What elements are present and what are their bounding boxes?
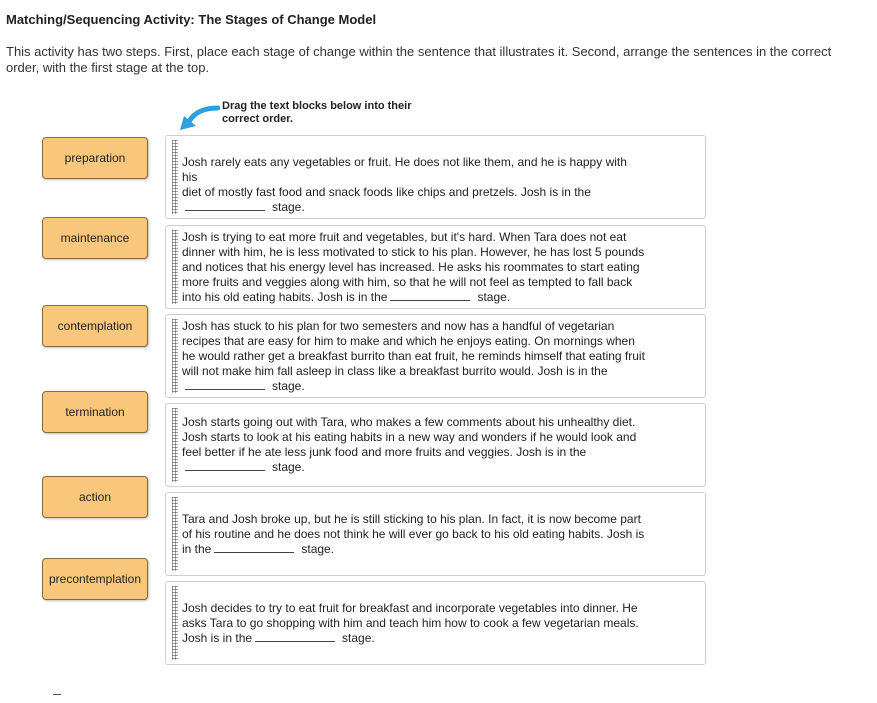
chip-precontemplation[interactable]: precontemplation bbox=[42, 558, 148, 600]
card-text bbox=[182, 601, 645, 646]
card-line: dinner with him, he is less motivated to stick to his plan. However, he has lost 5 pounds bbox=[182, 245, 645, 259]
card-text bbox=[182, 415, 645, 475]
card-line: Josh starts to look at his eating habits in a new way and wonders if he would look and bbox=[182, 430, 637, 444]
drop-blank[interactable] bbox=[185, 201, 265, 211]
chip-action[interactable]: action bbox=[42, 476, 148, 518]
card-line: more fruits and veggies along with him, so that he will not feel as tempted to fall back bbox=[182, 275, 633, 289]
sentence-card-4[interactable] bbox=[165, 403, 706, 487]
page-title: Matching/Sequencing Activity: The Stages of Change Model bbox=[6, 12, 377, 27]
stage-word: stage. bbox=[301, 542, 335, 556]
drag-handle-icon[interactable] bbox=[172, 230, 178, 304]
drag-handle-icon[interactable] bbox=[172, 497, 178, 571]
sentence-card-3[interactable] bbox=[165, 314, 706, 398]
card-text bbox=[182, 230, 645, 305]
chip-termination[interactable]: termination bbox=[42, 391, 148, 433]
drop-blank[interactable] bbox=[390, 291, 470, 301]
card-line: Tara and Josh broke up, but he is still sticking to his plan. In fact, it is now become part bbox=[182, 512, 641, 526]
card-line: diet of mostly fast food and snack foods like chips and pretzels. Josh is in the bbox=[182, 185, 591, 199]
drag-handle-icon[interactable] bbox=[172, 408, 178, 482]
card-line: he would rather get a breakfast burrito than eat fruit, he reminds himself that eating fruit bbox=[182, 349, 645, 363]
drag-handle-icon[interactable] bbox=[172, 586, 178, 660]
curved-arrow-icon bbox=[180, 104, 220, 132]
sentence-card-2[interactable] bbox=[165, 225, 706, 309]
sentence-card-1[interactable] bbox=[165, 135, 706, 219]
sentence-card-5[interactable] bbox=[165, 492, 706, 576]
sentence-card-6[interactable] bbox=[165, 581, 706, 665]
drag-hint-line-1: Drag the text blocks below into their bbox=[222, 100, 412, 112]
drop-blank[interactable] bbox=[255, 632, 335, 642]
chip-contemplation[interactable]: contemplation bbox=[42, 305, 148, 347]
stage-word: stage. bbox=[272, 379, 305, 393]
stage-word: stage. bbox=[342, 631, 375, 645]
card-line: Josh is in the bbox=[182, 631, 253, 645]
card-line: Josh has stuck to his plan for two semesters and now has a handful of vegetarian bbox=[182, 319, 615, 333]
drag-hint-line-2: correct order. bbox=[222, 113, 293, 125]
drag-handle-icon[interactable] bbox=[172, 319, 178, 393]
chip-maintenance[interactable]: maintenance bbox=[42, 217, 148, 259]
drag-handle-icon[interactable] bbox=[172, 140, 178, 214]
card-text bbox=[182, 319, 645, 394]
instructions-text: This activity has two steps. First, place each stage of change within the sentence that illustrates it. Second, arrange the sentences in the correct order, with the first stage at the top. bbox=[6, 44, 832, 75]
card-line: Josh rarely eats any vegetables or fruit. He does not like them, and he is happy with his bbox=[182, 155, 627, 184]
card-line: Josh is trying to eat more fruit and vegetables, but it's hard. When Tara does not eat bbox=[182, 230, 627, 244]
card-line: will not make him fall asleep in class like a breakfast burrito would. Josh is in the bbox=[182, 364, 608, 378]
card-line: of his routine and he does not think he will ever go back to his old eating habits. Josh is bbox=[182, 527, 645, 541]
stage-word: stage. bbox=[477, 290, 511, 304]
card-line: feel better if he ate less junk food and more fruits and veggies. Josh is in the bbox=[182, 445, 587, 459]
card-line: Josh starts going out with Tara, who makes a few comments about his unhealthy diet. bbox=[182, 415, 636, 429]
chip-preparation[interactable]: preparation bbox=[42, 137, 148, 179]
drop-blank[interactable] bbox=[214, 543, 294, 553]
card-text bbox=[182, 155, 645, 215]
drag-hint bbox=[222, 100, 442, 126]
drop-blank[interactable] bbox=[185, 380, 265, 390]
card-line: in the bbox=[182, 542, 212, 556]
card-line: recipes that are easy for him to make and which he enjoys eating. On mornings when bbox=[182, 334, 635, 348]
card-text bbox=[182, 512, 645, 557]
card-line: Josh decides to try to eat fruit for breakfast and incorporate vegetables into dinner. He bbox=[182, 601, 638, 615]
stage-word: stage. bbox=[272, 200, 305, 214]
card-line: and notices that his energy level has increased. He asks his roommates to start eating bbox=[182, 260, 640, 274]
stage-word: stage. bbox=[272, 460, 305, 474]
card-line: into his old eating habits. Josh is in the bbox=[182, 290, 388, 304]
card-line: asks Tara to go shopping with him and teach him how to cook a few vegetarian meals. bbox=[182, 616, 639, 630]
bottom-mark bbox=[53, 694, 61, 695]
drop-blank[interactable] bbox=[185, 461, 265, 471]
